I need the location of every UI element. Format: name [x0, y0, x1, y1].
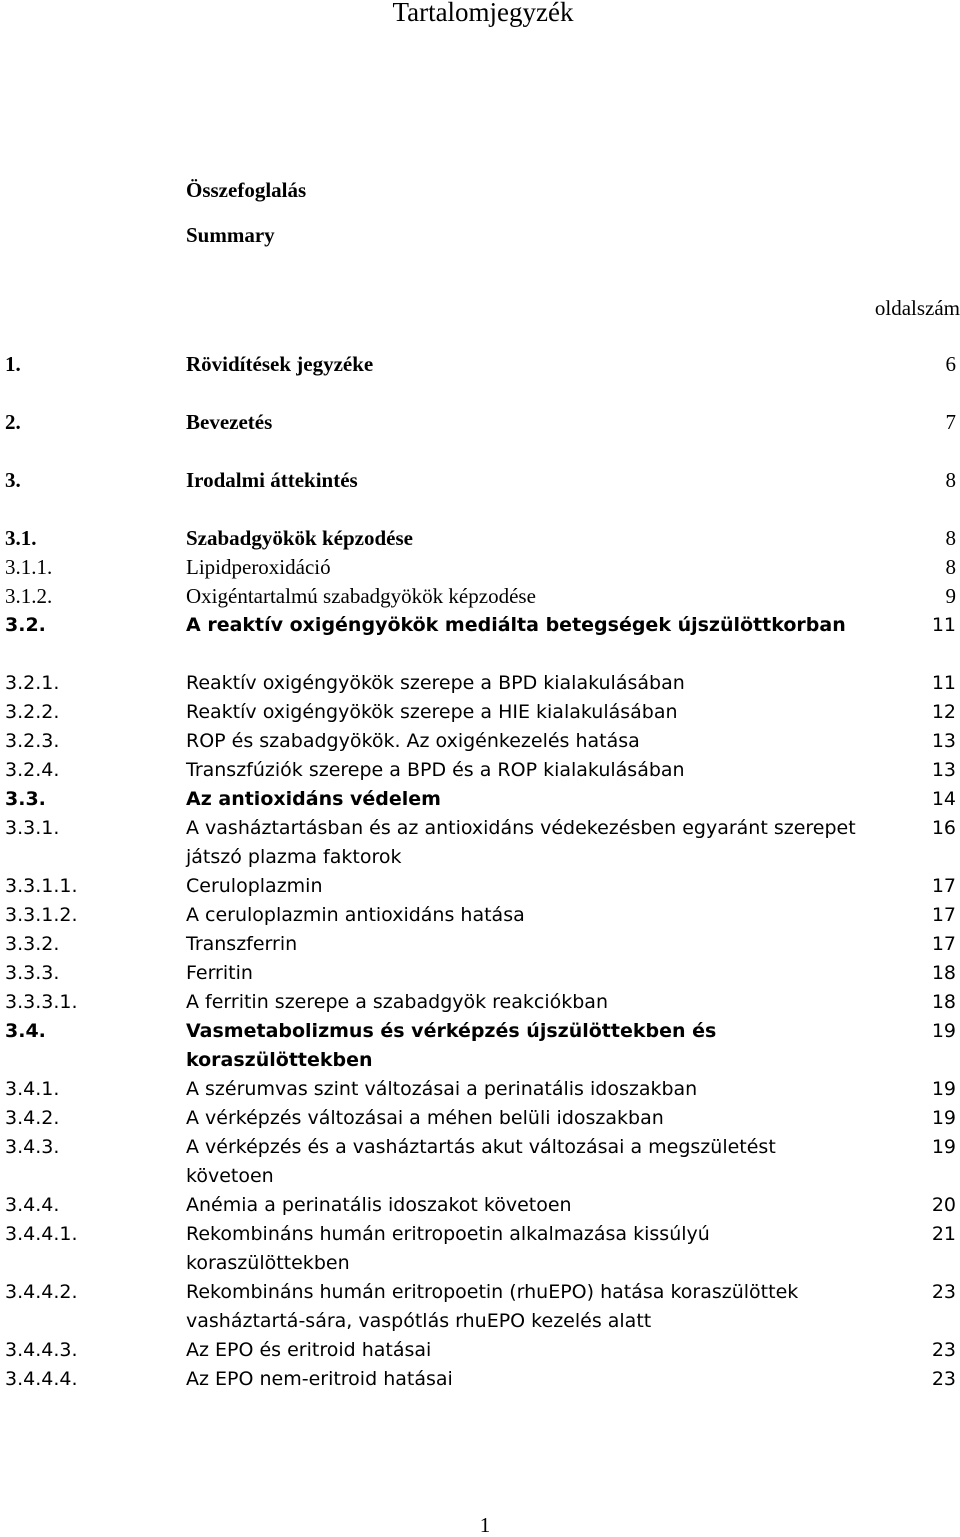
toc-entry-label: Transzfúziók szerepe a BPD és a ROP kialakulásában [186, 759, 685, 781]
toc-entry-number: 3.4.2. [5, 1107, 60, 1129]
toc-entry-page: 23 [931, 1339, 956, 1361]
toc-entry-number: 3.4.4.1. [5, 1223, 78, 1245]
toc-entry-page: 19 [931, 1078, 956, 1100]
toc-entry-page: 18 [931, 991, 956, 1013]
toc-entry-page: 17 [931, 904, 956, 926]
toc-entry-label: Rövidítések jegyzéke [186, 352, 374, 376]
toc-entry-number: 3.1. [5, 526, 37, 550]
toc-entry-number: 3.1.1. [5, 555, 53, 579]
toc-entry-number: 1. [5, 352, 21, 376]
toc-entry-label: Transzferrin [186, 933, 298, 955]
toc-entry-number: 3.4. [5, 1020, 46, 1042]
pre-item-osszefoglalas: Összefoglalás [186, 178, 307, 202]
toc-entry-label: Anémia a perinatális idoszakot követoen [186, 1194, 572, 1216]
toc-entry-label: A reaktív oxigéngyökök mediálta betegségek újszülöttkorban [186, 614, 846, 636]
toc-entry-label: A vérképzés és a vasháztartás akut változásai a megszületést követoen [186, 1136, 776, 1187]
toc-entry-label: Irodalmi áttekintés [186, 468, 358, 492]
toc-entry-page: 20 [931, 1194, 956, 1216]
toc-entry-page: 16 [931, 817, 956, 839]
toc-entry-number: 3.2.2. [5, 701, 60, 723]
toc-entry-label: A ceruloplazmin antioxidáns hatása [186, 904, 525, 926]
toc-entry-label: Rekombináns humán eritropoetin (rhuEPO) hatása koraszülöttek vasháztartá-sára, vaspótlás rhuEPO kezelés alatt [186, 1281, 799, 1332]
toc-entry-page: 8 [945, 468, 956, 492]
toc-entry-label: A vasháztartásban és az antioxidáns védekezésben egyaránt szerepet játszó plazma faktorok [186, 817, 856, 868]
toc-entry-label: Bevezetés [186, 410, 273, 434]
toc-entry-page: 17 [931, 933, 956, 955]
toc-entry-label: A ferritin szerepe a szabadgyök reakciókban [186, 991, 608, 1013]
toc-entry-label: Lipidperoxidáció [186, 555, 331, 579]
toc-entry-page: 11 [931, 614, 956, 636]
toc-entry-label: Vasmetabolizmus és vérképzés újszülöttekben és koraszülöttekben [186, 1020, 717, 1071]
toc-entry-number: 3.2.1. [5, 672, 60, 694]
toc-entry-number: 3.3. [5, 788, 46, 810]
toc-entry-number: 3.3.1. [5, 817, 60, 839]
toc-entry-page: 13 [931, 730, 956, 752]
toc-entry-page: 8 [945, 526, 956, 550]
toc-entry-label: A vérképzés változásai a méhen belüli idoszakban [186, 1107, 664, 1129]
toc-entry-number: 3.3.3.1. [5, 991, 78, 1013]
toc-entry-number: 3.2.4. [5, 759, 60, 781]
toc-entry-page: 7 [945, 410, 956, 434]
toc-entry-number: 3.4.4. [5, 1194, 60, 1216]
toc-entry-label: Reaktív oxigéngyökök szerepe a HIE kialakulásában [186, 701, 678, 723]
toc-entry-number: 3. [5, 468, 21, 492]
toc-entry-page: 13 [931, 759, 956, 781]
toc-entry-page: 18 [931, 962, 956, 984]
toc-entry-page: 14 [931, 788, 956, 810]
toc-entry-page: 9 [945, 584, 956, 608]
toc-entry-label: Az EPO nem-eritroid hatásai [186, 1368, 453, 1390]
toc-entry-label: A szérumvas szint változásai a perinatális idoszakban [186, 1078, 698, 1100]
toc-entry-label: ROP és szabadgyökök. Az oxigénkezelés hatása [186, 730, 640, 752]
toc-entry-number: 3.3.3. [5, 962, 60, 984]
toc-entry-number: 3.4.3. [5, 1136, 60, 1158]
toc-entry-page: 11 [931, 672, 956, 694]
toc-entry-number: 3.3.1.1. [5, 875, 78, 897]
toc-entry-number: 3.4.4.3. [5, 1339, 78, 1361]
toc-entry-label: Az antioxidáns védelem [186, 788, 441, 810]
toc-entry-page: 6 [945, 352, 956, 376]
toc-entry-page: 21 [931, 1223, 956, 1245]
toc-entry-page: 12 [931, 701, 956, 723]
toc-entry-number: 3.4.1. [5, 1078, 60, 1100]
toc-entry-number: 3.3.2. [5, 933, 60, 955]
toc-entry-label: Az EPO és eritroid hatásai [186, 1339, 432, 1361]
footer-page-number: 1 [479, 1513, 491, 1537]
toc-entry-label: Ferritin [186, 962, 253, 984]
toc-entry-number: 3.3.1.2. [5, 904, 78, 926]
toc-entry-number: 2. [5, 410, 21, 434]
toc-entry-page: 23 [931, 1368, 956, 1390]
toc-entry-page: 8 [945, 555, 956, 579]
toc-entry-number: 3.1.2. [5, 584, 53, 608]
page-column-header: oldalszám [874, 296, 960, 320]
toc-entry-page: 19 [931, 1136, 956, 1158]
toc-entry-page: 19 [931, 1107, 956, 1129]
toc-entry-number: 3.2. [5, 614, 46, 636]
toc-entry-label: Szabadgyökök képzodése [186, 526, 413, 550]
toc-entry-label: Rekombináns humán eritropoetin alkalmazása kissúlyú koraszülöttekben [186, 1223, 710, 1274]
toc-entry-number: 3.4.4.4. [5, 1368, 78, 1390]
toc-entry-label: Reaktív oxigéngyökök szerepe a BPD kialakulásában [186, 672, 685, 694]
toc-entry-number: 3.2.3. [5, 730, 60, 752]
toc-entry-number: 3.4.4.2. [5, 1281, 78, 1303]
toc-entry-label: Oxigéntartalmú szabadgyökök képzodése [186, 584, 536, 608]
page-title: Tartalomjegyzék [392, 0, 574, 27]
toc-entry-page: 23 [931, 1281, 956, 1303]
pre-item-summary: Summary [186, 223, 275, 247]
toc-entry-label: Ceruloplazmin [186, 875, 323, 897]
toc-entry-page: 17 [931, 875, 956, 897]
toc-entry-page: 19 [931, 1020, 956, 1042]
